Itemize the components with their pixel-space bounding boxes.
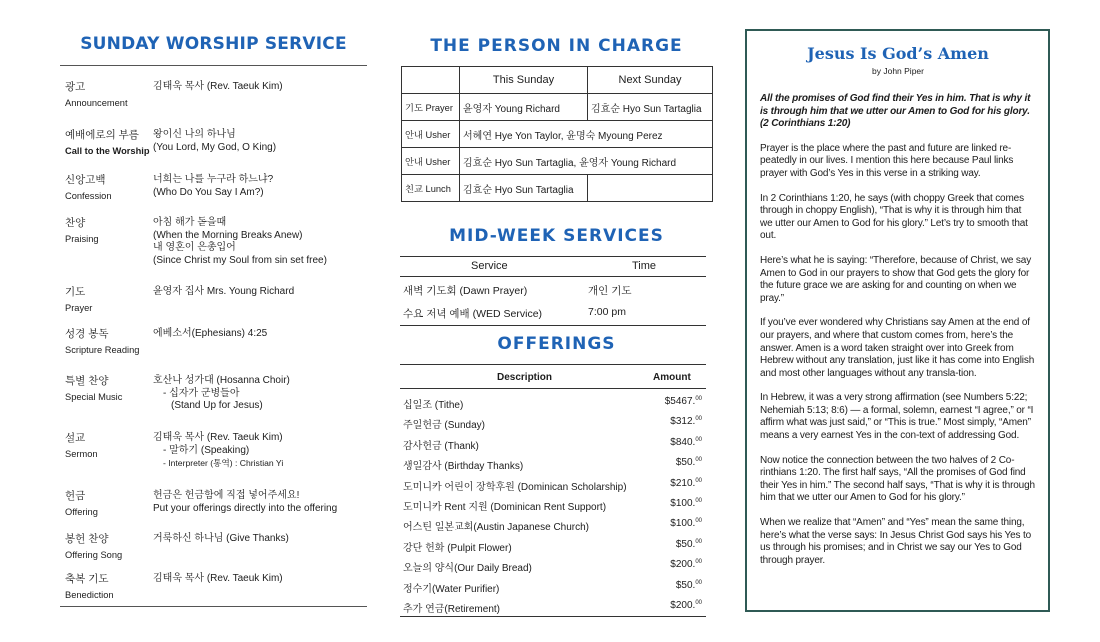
worship-item-label-ko: 찬양 xyxy=(65,217,86,229)
worship-item-label-ko: 헌금 xyxy=(65,490,86,502)
worship-item-label-en: Scripture Reading xyxy=(65,344,140,355)
worship-item-label-ko: 성경 봉독 xyxy=(65,328,109,340)
offering-amount xyxy=(676,457,702,468)
offering-amount xyxy=(670,559,702,570)
article-paragraph: Prayer is the place where the past and future are linked re-peatedly in our lives. I mention this here because Paul links prayer with God’s Yes in this verse in a striking way. xyxy=(760,142,1014,179)
article-title: Jesus Is God’s Amen xyxy=(807,44,989,63)
midweek-header-service: Service xyxy=(471,260,508,272)
offering-amount-value: $840. xyxy=(670,436,696,448)
offering-desc: 도미니카 어린이 장학후원 (Dominican Scholarship) xyxy=(403,481,627,493)
offering-row xyxy=(400,494,706,514)
charge-row xyxy=(402,94,713,121)
offering-amount-cents: 00 xyxy=(695,579,702,586)
offering-desc: 생일감사 (Birthday Thanks) xyxy=(403,461,524,473)
worship-item-line: 아침 해가 돋을때 xyxy=(153,217,227,228)
worship-item-label xyxy=(65,375,122,403)
offering-amount xyxy=(676,539,702,550)
charge-this: 서혜연 Hye Yon Taylor, 윤명숙 Myoung Perez xyxy=(460,121,713,148)
article-box xyxy=(745,29,1050,612)
worship-item-label-ko: 봉헌 찬양 xyxy=(65,533,109,545)
charge-header-next: Next Sunday xyxy=(588,67,713,94)
offering-row xyxy=(400,453,706,473)
worship-item-line: - 말하기 (Speaking) xyxy=(163,444,250,456)
offering-amount xyxy=(670,498,702,509)
offering-desc: 감사헌금 (Thank) xyxy=(403,440,479,452)
worship-item-line: 왕이신 나의 하나님 xyxy=(153,129,236,140)
offering-desc: 정수기(Water Purifier) xyxy=(403,583,500,595)
offerings-header-desc: Description xyxy=(497,372,553,383)
offerings-table xyxy=(400,364,706,617)
worship-item-line: - Interpreter (통역) : Christian Yi xyxy=(163,458,284,468)
offering-row xyxy=(400,433,706,453)
offering-amount-value: $50. xyxy=(675,579,696,591)
worship-item-content xyxy=(153,328,368,341)
worship-item-label-en: Confession xyxy=(65,190,112,201)
worship-item-label xyxy=(65,129,150,157)
worship-item-label xyxy=(65,490,98,518)
offering-row xyxy=(400,555,706,575)
offering-amount-cents: 00 xyxy=(695,559,702,566)
offering-amount-value: $50. xyxy=(675,538,696,550)
worship-item-label-en: Offering Song xyxy=(65,549,123,560)
charge-next: 김효순 Hyo Sun Tartaglia xyxy=(588,94,713,121)
offering-row xyxy=(400,474,706,494)
midweek-title: MID-WEEK SERVICES xyxy=(449,226,664,246)
offering-row xyxy=(400,514,706,534)
worship-item-line: (You Lord, My God, O King) xyxy=(153,141,277,153)
worship-item-content xyxy=(153,174,368,199)
worship-item-content xyxy=(153,375,368,413)
offering-row xyxy=(400,412,706,432)
charge-this: 김효순 Hyo Sun Tartaglia xyxy=(460,175,588,202)
worship-item-line: 에베소서(Ephesians) 4:25 xyxy=(153,328,268,339)
offering-amount-value: $312. xyxy=(670,416,696,428)
article-byline: by John Piper xyxy=(872,66,924,76)
offering-desc: 주일헌금 (Sunday) xyxy=(403,420,485,432)
worship-item-line: 헌금은 헌금함에 직접 넣어주세요! xyxy=(153,490,300,501)
offering-amount xyxy=(670,518,702,529)
offering-desc: 어스틴 일본교회(Austin Japanese Church) xyxy=(403,522,590,534)
midweek-row xyxy=(400,279,706,301)
worship-order-column xyxy=(60,34,367,600)
offering-row xyxy=(400,535,706,555)
article-paragraph: Here’s what he is saying: “Therefore, because of Christ, we say Amen to God in our prayers to show that God gets the glory for the future grace we are asking for and counting on when we pray.” xyxy=(760,254,1032,304)
offering-amount-value: $200. xyxy=(670,559,696,571)
midweek-time: 7:00 pm xyxy=(588,306,626,318)
offering-amount-value: $210. xyxy=(670,477,696,489)
worship-item-label xyxy=(65,573,114,601)
divider xyxy=(400,616,706,617)
charge-role: 안내 Usher xyxy=(402,121,460,148)
offering-row xyxy=(400,392,706,412)
offerings-header-amount: Amount xyxy=(653,372,691,383)
worship-item-content xyxy=(153,81,368,94)
charge-next xyxy=(588,175,713,202)
midweek-service: 새벽 기도회 (Dawn Prayer) xyxy=(403,285,528,297)
offering-desc: 강단 헌화 (Pulpit Flower) xyxy=(403,542,512,554)
worship-item-line: 김태욱 목사 (Rev. Taeuk Kim) xyxy=(153,81,283,92)
divider xyxy=(400,325,706,326)
worship-item-content xyxy=(153,217,368,267)
offering-amount-cents: 00 xyxy=(695,416,702,423)
worship-item-content xyxy=(153,573,368,586)
worship-item-label-ko: 축복 기도 xyxy=(65,573,109,585)
charge-role: 기도 Prayer xyxy=(402,94,460,121)
article-paragraph: In Hebrew, it was a very strong affirmation (see Numbers 5:22; Nehemiah 5:13; 8:6) — a formal, solemn, earnest “I agree,” or “I affirm what was just said,” or “This is true.” Most simply, “Amen” means a very earnest Yes in the con-text of addressing God. xyxy=(760,392,1034,442)
offering-amount-cents: 00 xyxy=(695,396,702,402)
worship-item-label xyxy=(65,286,92,314)
offering-amount-value: $50. xyxy=(675,457,696,469)
worship-item-line: 너희는 나를 누구라 하느냐? xyxy=(153,174,274,185)
charge-role: 친교 Lunch xyxy=(402,175,460,202)
offering-amount xyxy=(670,437,702,448)
offering-amount-cents: 00 xyxy=(695,518,702,525)
offering-desc: 추가 연금(Retirement) xyxy=(403,603,500,615)
offerings-header xyxy=(400,364,706,389)
worship-item-line: 호산나 성가대 (Hosanna Choir) xyxy=(153,375,290,386)
charge-row xyxy=(402,175,713,202)
worship-item-label-en: Announcement xyxy=(65,97,128,108)
offering-amount-cents: 00 xyxy=(695,538,702,545)
offering-amount-value: $5467. xyxy=(664,396,696,407)
divider xyxy=(60,606,367,607)
article-paragraph: When we realize that “Amen” and “Yes” mean the same thing, here’s what the verse says: In Jesus Christ God says his Yes to us through his promises; and in Christ we say our Yes to God through prayer. xyxy=(760,517,1032,566)
offering-amount-cents: 00 xyxy=(695,477,702,484)
offering-amount-value: $100. xyxy=(670,518,696,530)
article-paragraph: In 2 Corinthians 1:20, he says (with choppy Greek that comes through in choppy English), “That is why it is through him that we utter our Amen to God for his glory.” Let’s try to smooth that out. xyxy=(760,192,1028,242)
offering-amount xyxy=(670,416,702,427)
charge-header-role xyxy=(402,67,460,94)
charge-this: 김효순 Hyo Sun Tartaglia, 윤영자 Young Richard xyxy=(460,148,713,175)
worship-item-content xyxy=(153,533,368,546)
worship-item-content xyxy=(153,490,368,515)
worship-item-line: 윤영자 집사 Mrs. Young Richard xyxy=(153,286,295,297)
offering-row xyxy=(400,576,706,596)
worship-item-label-ko: 설교 xyxy=(65,432,86,444)
charge-title: THE PERSON IN CHARGE xyxy=(430,36,683,56)
worship-item-line: 김태욱 목사 (Rev. Taeuk Kim) xyxy=(153,432,283,443)
offering-desc: 오늘의 양식(Our Daily Bread) xyxy=(403,563,532,575)
offering-amount xyxy=(665,396,702,407)
worship-item-line: (Since Christ my Soul from sin set free) xyxy=(153,254,327,266)
worship-item-line: 김태욱 목사 (Rev. Taeuk Kim) xyxy=(153,573,283,584)
worship-title: SUNDAY WORSHIP SERVICE xyxy=(80,34,347,54)
middle-column xyxy=(400,36,713,615)
midweek-service: 수요 저녁 예배 (WED Service) xyxy=(403,308,543,320)
worship-item-label xyxy=(65,533,122,561)
worship-item-label xyxy=(65,174,112,202)
worship-item-label-en: Sermon xyxy=(65,448,98,459)
worship-item-label-en: Call to the Worship xyxy=(65,145,150,156)
worship-item-label-ko: 특별 찬양 xyxy=(65,375,109,387)
worship-item-label-en: Offering xyxy=(65,506,98,517)
worship-item-label xyxy=(65,81,128,109)
charge-header-this: This Sunday xyxy=(460,67,588,94)
charge-table xyxy=(401,66,713,202)
article-paragraph: Now notice the connection between the two halves of 2 Co-rinthians 1:20. The first half says, “All the promises of God find their Yes in him.” The second half says, “That is why it is through him that we utter our Amen to God for his glory.” xyxy=(760,454,1035,504)
midweek-header xyxy=(400,256,706,277)
midweek-header-time: Time xyxy=(632,260,657,272)
worship-item-line: 내 영혼이 은총입어 xyxy=(153,242,236,253)
article-body xyxy=(760,143,1036,568)
offering-amount xyxy=(670,478,702,489)
worship-item-line: (When the Morning Breaks Anew) xyxy=(153,229,303,241)
article-paragraph: If you’ve ever wondered why Christians say Amen at the end of our prayers, and where that custom comes from, here’s the answer. Amen is a word taken straight over into Greek from Hebrew without any translation, just like it has come into English and most other languages without any transla-tion. xyxy=(760,317,1035,379)
worship-item-line: - 십자가 군병들아 xyxy=(163,387,240,399)
charge-this: 윤영자 Young Richard xyxy=(460,94,588,121)
worship-item-label-ko: 기도 xyxy=(65,286,86,298)
charge-row xyxy=(402,121,713,148)
worship-item-label-en: Praising xyxy=(65,233,99,244)
offering-amount xyxy=(676,580,702,591)
worship-item-content xyxy=(153,129,368,154)
midweek-row xyxy=(400,302,706,324)
offering-amount-value: $200. xyxy=(670,599,696,611)
worship-item-line: Put your offerings directly into the offering xyxy=(153,502,338,514)
offering-desc: 십일조 (Tithe) xyxy=(403,400,464,411)
charge-header-row xyxy=(402,67,713,94)
worship-item-content xyxy=(153,286,368,299)
offering-amount-cents: 00 xyxy=(695,497,702,504)
offering-desc: 도미니카 Rent 지원 (Dominican Rent Support) xyxy=(403,501,607,513)
offering-amount-cents: 00 xyxy=(695,599,702,606)
worship-item-line: (Stand Up for Jesus) xyxy=(171,400,263,411)
offering-row xyxy=(400,596,706,616)
worship-item-content xyxy=(153,432,368,470)
charge-row xyxy=(402,148,713,175)
offering-amount xyxy=(670,600,702,611)
midweek-time: 개인 기도 xyxy=(588,285,632,297)
divider xyxy=(60,65,367,66)
worship-item-line: (Who Do You Say I Am?) xyxy=(153,186,264,198)
worship-item-line: 거룩하신 하나님 (Give Thanks) xyxy=(153,533,289,544)
charge-role: 안내 Usher xyxy=(402,148,460,175)
offering-amount-cents: 00 xyxy=(695,457,702,464)
offerings-title: OFFERINGS xyxy=(497,334,616,354)
worship-item-label-ko: 신앙고백 xyxy=(65,174,106,186)
worship-item-label-en: Special Music xyxy=(65,391,123,402)
worship-item-label-ko: 예배에로의 부름 xyxy=(65,129,139,141)
worship-item-label-ko: 광고 xyxy=(65,81,86,93)
offerings-rows xyxy=(400,389,706,616)
worship-item-label xyxy=(65,217,99,245)
worship-item-label-en: Prayer xyxy=(65,302,93,313)
worship-item-label xyxy=(65,328,139,356)
offering-amount-cents: 00 xyxy=(695,436,702,443)
article-quote: All the promises of God find their Yes in him. That is why it is through him that we utter our Amen to God for his glory. (2 Corinthians 1:20) xyxy=(760,93,1031,130)
worship-item-label-en: Benediction xyxy=(65,589,114,600)
offering-amount-value: $100. xyxy=(670,497,696,509)
worship-item-label xyxy=(65,432,98,460)
